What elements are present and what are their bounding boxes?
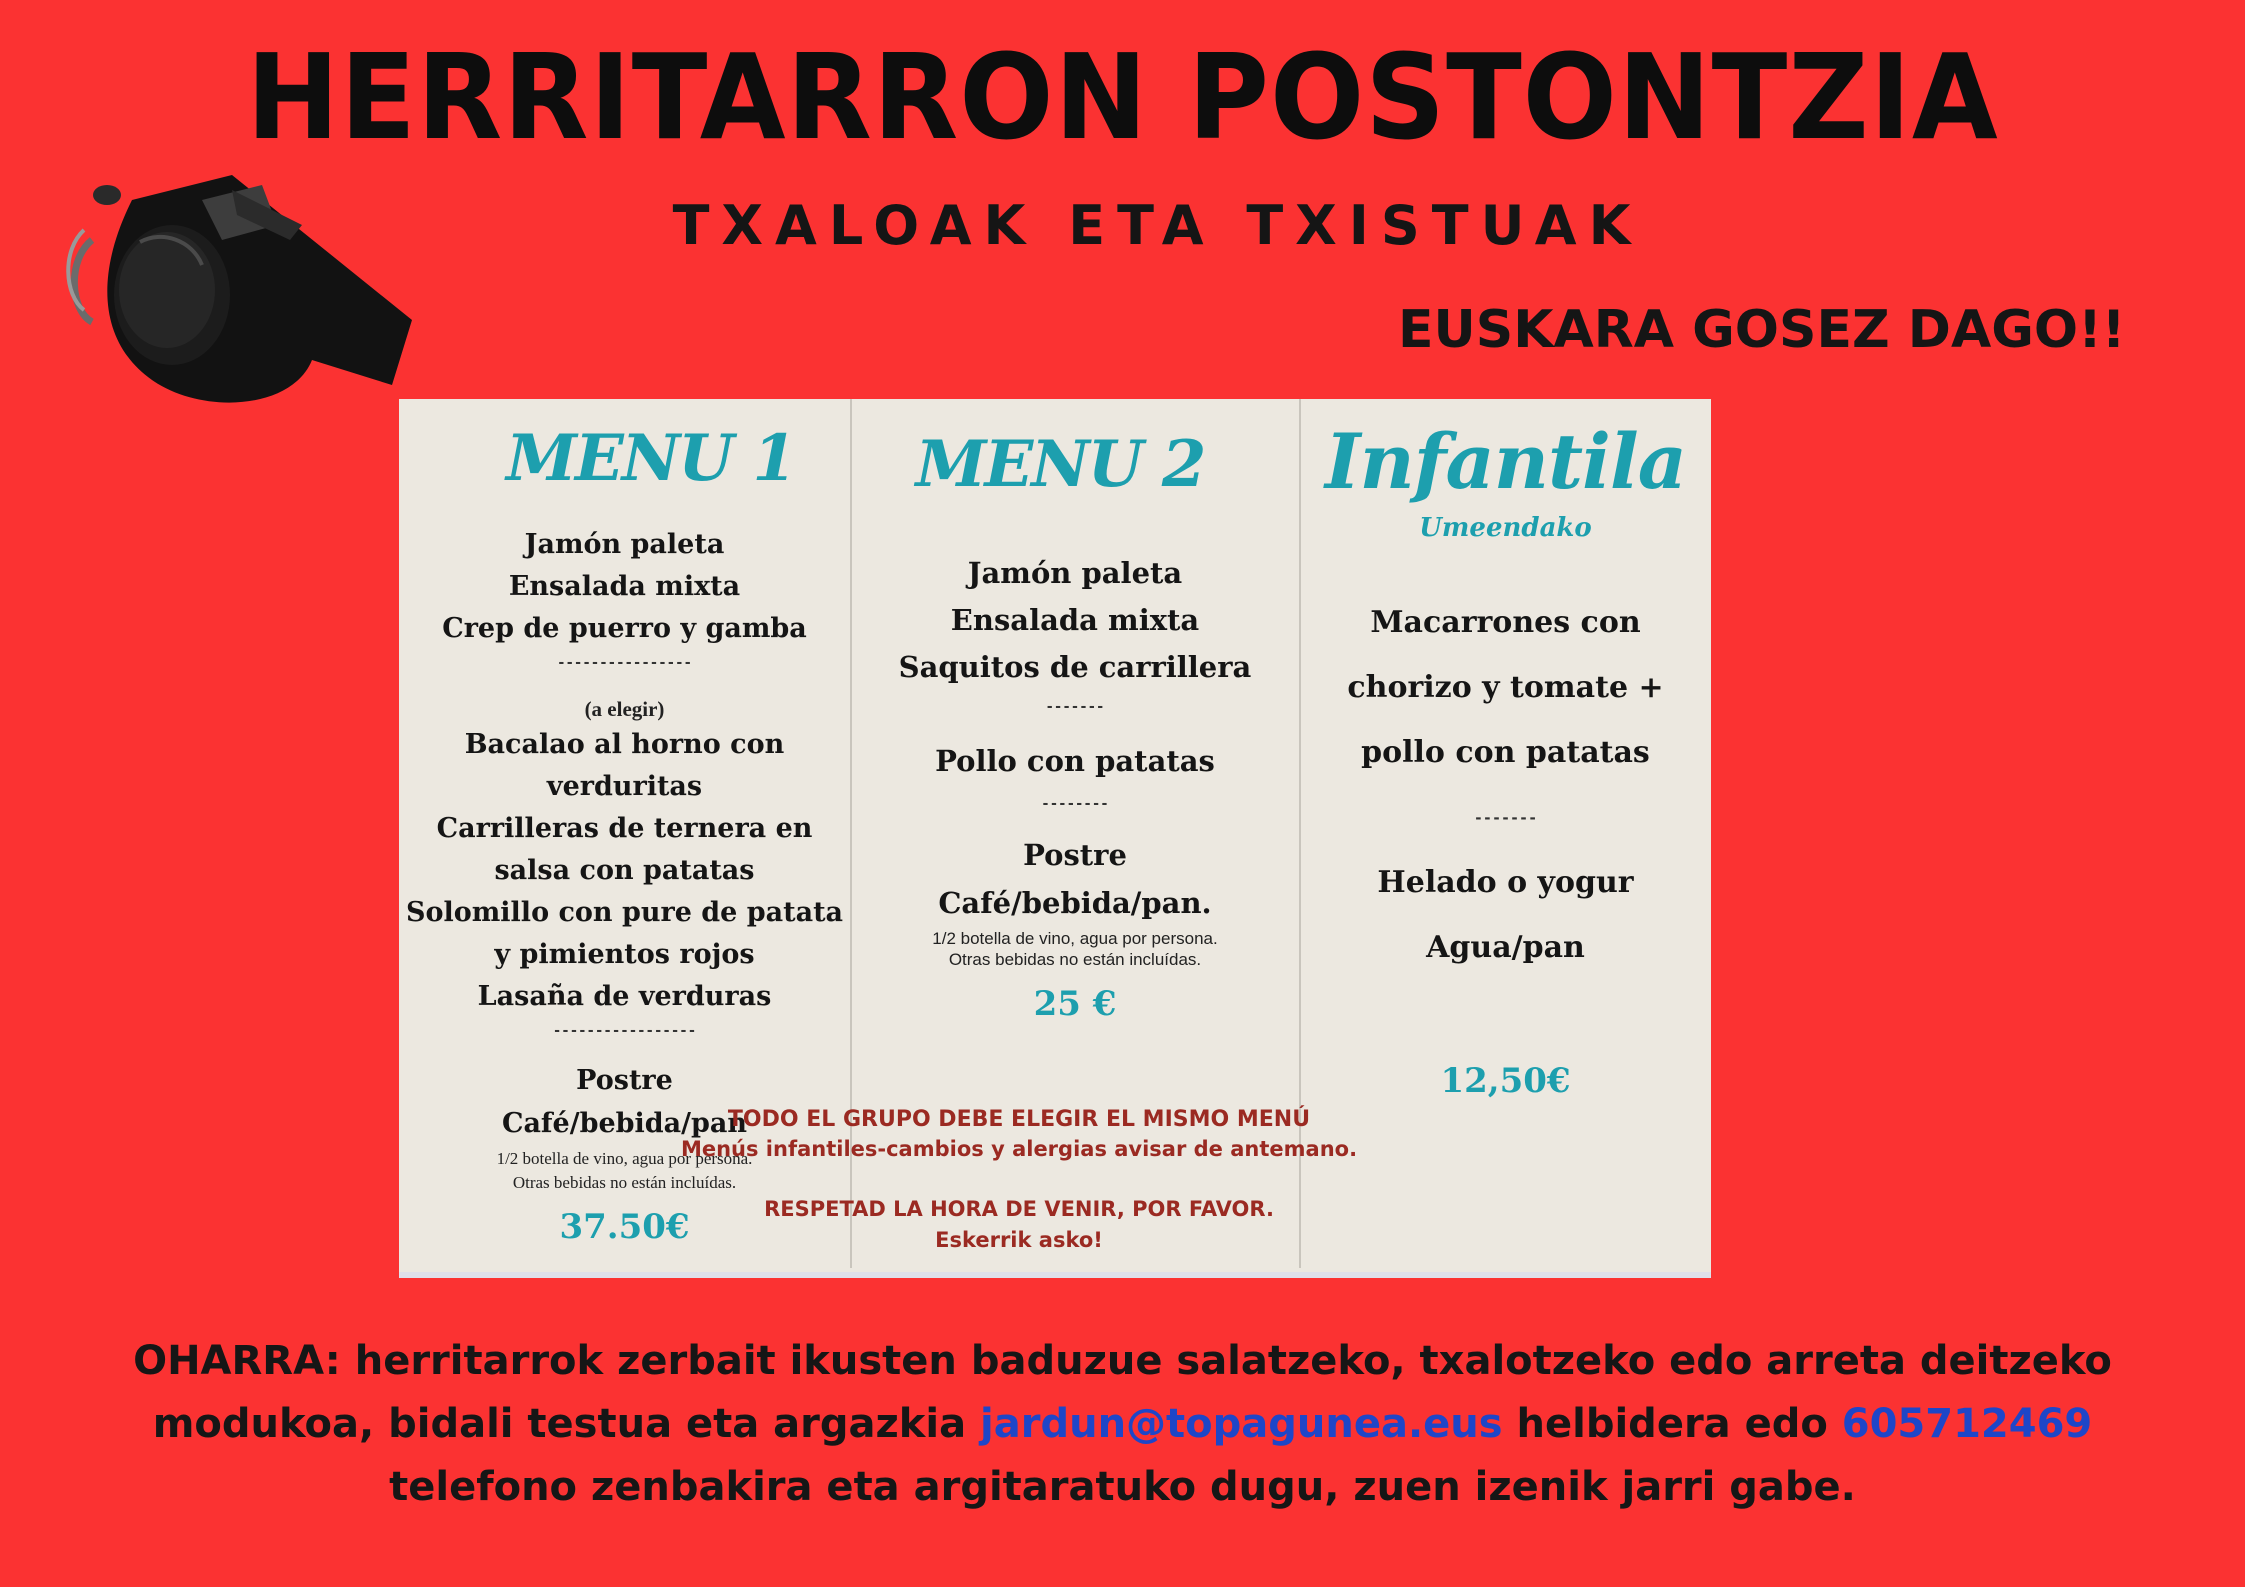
menu2-title: MENU 2	[915, 427, 1205, 502]
menu1-choice: Carrilleras de ternera en	[436, 813, 813, 844]
infantil-subtitle: Umeendako	[1419, 513, 1592, 543]
menu1-choice-note: (a elegir)	[584, 697, 665, 721]
infantil-title: Infantila	[1324, 417, 1687, 506]
headline: EUSKARA GOSEZ DAGO!!	[1398, 300, 2126, 360]
whistle-icon	[62, 170, 422, 410]
page-title: HERRITARRON POSTONTZIA	[246, 28, 1999, 166]
notice-same-menu: TODO EL GRUPO DEBE ELEGIR EL MISMO MENÚ	[727, 1107, 1311, 1132]
menu1-drink-note: Otras bebidas no están incluídas.	[512, 1173, 737, 1192]
infantil-price: 12,50€	[1440, 1061, 1571, 1101]
menu1-separator: -----------------	[552, 1023, 697, 1039]
infantil-separator: -------	[1473, 809, 1538, 827]
menu1-price: 37.50€	[559, 1207, 690, 1247]
menu1-separator: ----------------	[557, 655, 692, 671]
notice-punctuality: RESPETAD LA HORA DE VENIR, POR FAVOR.	[764, 1197, 1274, 1221]
menu2-price: 25 €	[1033, 984, 1117, 1024]
note-text: telefono zenbakira eta argitaratuko dugu, zuen izenik jarri gabe.	[389, 1464, 1856, 1510]
menu1-dessert: Postre	[576, 1065, 673, 1096]
menu1-choice: y pimientos rojos	[494, 939, 755, 970]
menu2-separator: -------	[1045, 699, 1105, 715]
notice-allergies: Menús infantiles-cambios y alergias avisar de antemano.	[680, 1137, 1358, 1161]
menu-image	[399, 399, 1711, 1278]
infantil-dish: pollo con patatas	[1361, 735, 1650, 770]
infantil-extras: Agua/pan	[1426, 930, 1585, 965]
infantil-dish: Macarrones con	[1370, 605, 1641, 640]
menu2-drink-note: Otras bebidas no están incluídas.	[948, 950, 1202, 969]
notice-thanks: Eskerrik asko!	[935, 1228, 1103, 1252]
menu2-drink-note: 1/2 botella de vino, agua por persona.	[932, 929, 1218, 948]
menu1-choice: salsa con patatas	[494, 855, 755, 886]
infantil-dessert: Helado o yogur	[1377, 865, 1634, 900]
menu2-main: Pollo con patatas	[935, 744, 1215, 778]
menu1-choice: Bacalao al horno con	[464, 729, 785, 760]
note-text: helbidera edo	[1502, 1401, 1842, 1447]
footer-note	[100, 1330, 2145, 1519]
menu2-extras: Café/bebida/pan.	[938, 886, 1212, 920]
menu2-dish: Ensalada mixta	[950, 603, 1200, 637]
menu1-dish: Jamón paleta	[524, 529, 725, 560]
menu1-drink-note: 1/2 botella de vino, agua por persona.	[496, 1149, 753, 1168]
menu2-dish: Saquitos de carrillera	[898, 650, 1252, 684]
menu1-choice: Lasaña de verduras	[477, 981, 772, 1012]
menu2-dessert: Postre	[1023, 838, 1127, 872]
menu1-extras: Café/bebida/pan	[501, 1108, 748, 1139]
menu1-choice: verduritas	[546, 771, 703, 802]
note-text: OHARRA: herritarrok zerbait ikusten baduzue salatzeko, txalotzeko edo arreta deitzeko modukoa, bidali testua eta argazkia	[133, 1338, 2112, 1447]
infantil-dish: chorizo y tomate +	[1347, 670, 1664, 705]
page-subtitle: TXALOAK ETA TXISTUAK	[672, 194, 1643, 257]
phone-link[interactable]: 605712469	[1841, 1401, 2093, 1447]
menu2-dish: Jamón paleta	[967, 556, 1183, 590]
email-link[interactable]: jardun@topagunea.eus	[980, 1401, 1503, 1447]
menu2-separator: --------	[1041, 796, 1109, 812]
menu1-dish: Ensalada mixta	[508, 571, 741, 602]
menu1-dish: Crep de puerro y gamba	[442, 613, 807, 644]
menu1-title: MENU 1	[506, 421, 795, 496]
menu1-choice: Solomillo con pure de patata	[405, 897, 844, 928]
